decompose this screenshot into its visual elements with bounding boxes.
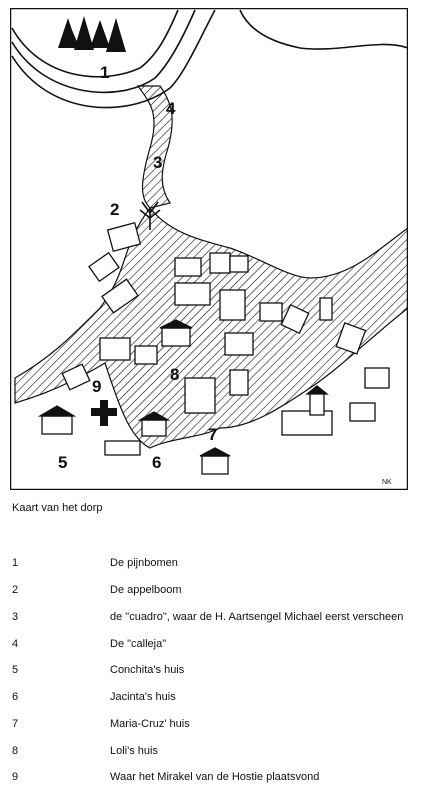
legend-item-9 — [12, 771, 442, 789]
legend-item-2 — [12, 584, 442, 602]
map-label-8: 8 — [170, 365, 180, 384]
legend-item-3 — [12, 611, 442, 629]
village-map — [10, 8, 408, 490]
map-label-4: 4 — [166, 99, 176, 118]
map-label-1: 1 — [100, 63, 110, 82]
map-label-6: 6 — [152, 453, 162, 472]
legend-description: De appelboom — [110, 584, 182, 596]
map-label-3: 3 — [153, 153, 163, 172]
legend-item-7 — [12, 718, 442, 736]
legend-item-1 — [12, 557, 442, 575]
legend-description: De "calleja" — [110, 638, 167, 650]
legend-number: 2 — [12, 584, 19, 596]
map-label-5: 5 — [58, 453, 68, 472]
legend-item-4 — [12, 638, 442, 656]
legend-description: Conchita's huis — [110, 664, 185, 676]
legend-number: 4 — [12, 638, 19, 650]
legend-number: 6 — [12, 691, 19, 703]
legend-description: De pijnbomen — [110, 557, 178, 569]
legend-number: 8 — [12, 745, 19, 757]
legend-item-5 — [12, 664, 442, 682]
legend-number: 1 — [12, 557, 19, 569]
legend-description: Jacinta's huis — [110, 691, 176, 703]
map-label-2: 2 — [110, 200, 120, 219]
map-caption: Kaart van het dorp — [12, 502, 103, 514]
map-label-9: 9 — [92, 377, 102, 396]
map-signature: NK — [382, 479, 392, 486]
legend-description: Waar het Mirakel van de Hostie plaatsvond — [110, 771, 320, 783]
legend-number: 9 — [12, 771, 19, 783]
legend-description: Loli's huis — [110, 745, 158, 757]
legend-description: Maria-Cruz' huis — [110, 718, 190, 730]
legend-item-6 — [12, 691, 442, 709]
legend-number: 7 — [12, 718, 19, 730]
map-label-7: 7 — [208, 425, 218, 444]
legend-number: 5 — [12, 664, 19, 676]
legend-item-8 — [12, 745, 442, 763]
legend-description: de "cuadro", waar de H. Aartsengel Michael eerst verscheen — [110, 611, 404, 623]
legend-number: 3 — [12, 611, 19, 623]
